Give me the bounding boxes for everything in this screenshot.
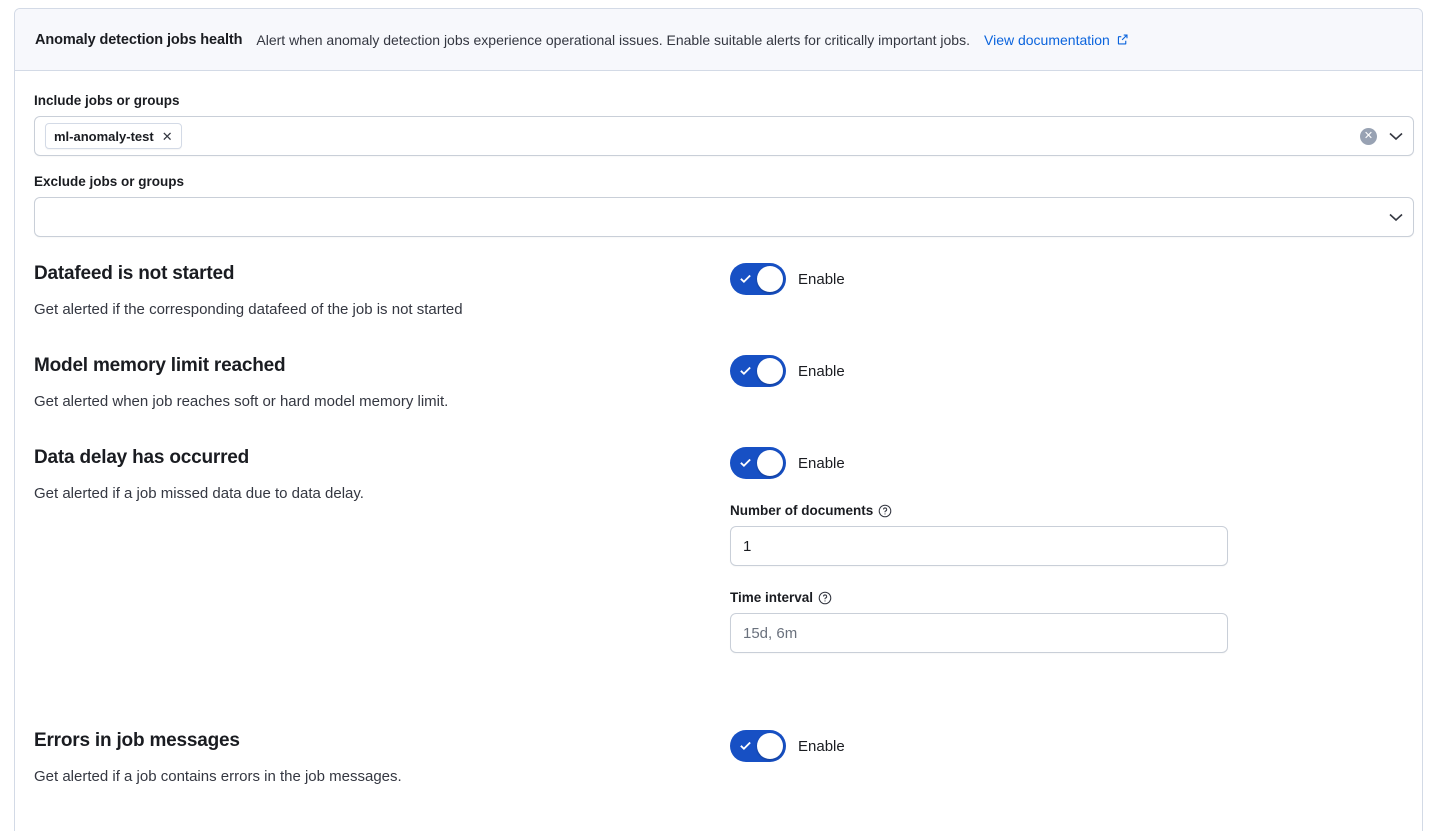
time-interval-label-text: Time interval	[730, 590, 814, 605]
enable-toggle[interactable]	[730, 447, 786, 479]
section-title: Datafeed is not started	[34, 263, 235, 284]
panel-header	[15, 9, 1422, 71]
check-icon	[739, 272, 752, 285]
toggle-knob	[757, 266, 783, 292]
toggle-knob	[757, 733, 783, 759]
number-of-documents-value: 1	[743, 537, 752, 555]
check-icon	[739, 456, 752, 469]
enable-toggle-label: Enable	[798, 737, 845, 755]
section-description: Get alerted if the corresponding datafeed of the job is not started	[34, 301, 463, 318]
exclude-jobs-label: Exclude jobs or groups	[34, 174, 185, 189]
view-documentation-link[interactable]	[984, 32, 1129, 48]
remove-job-icon[interactable]: ✕	[161, 128, 173, 144]
toggle-knob	[757, 358, 783, 384]
panel-title: Anomaly detection jobs health	[35, 31, 243, 48]
check-icon	[739, 364, 752, 377]
enable-toggle-label: Enable	[798, 362, 845, 380]
time-interval-label	[730, 590, 1228, 605]
check-icon	[739, 739, 752, 752]
section-description: Get alerted if a job missed data due to data delay.	[34, 485, 364, 502]
exclude-jobs-combobox[interactable]	[34, 197, 1414, 237]
external-link-icon	[1116, 33, 1129, 46]
chevron-down-icon[interactable]	[1389, 213, 1403, 222]
enable-toggle-row	[730, 263, 845, 295]
enable-toggle-row	[730, 355, 845, 387]
question-circle-icon[interactable]	[878, 504, 892, 518]
time-interval-value: 15d, 6m	[743, 624, 798, 642]
question-circle-icon[interactable]	[818, 591, 832, 605]
include-combo-controls	[1360, 117, 1403, 155]
enable-toggle-label: Enable	[798, 270, 845, 288]
section-controls	[730, 263, 845, 295]
selected-job-pill[interactable]	[45, 123, 182, 149]
section-description: Get alerted when job reaches soft or hard model memory limit.	[34, 393, 449, 410]
section-controls	[730, 447, 1228, 653]
enable-toggle[interactable]	[730, 263, 786, 295]
section-controls	[730, 730, 845, 762]
section-datafeed-not-started	[34, 263, 1403, 318]
view-documentation-label: View documentation	[984, 31, 1110, 48]
enable-toggle[interactable]	[730, 730, 786, 762]
exclude-combo-controls	[1389, 198, 1403, 236]
number-of-documents-input[interactable]	[730, 526, 1228, 566]
number-of-documents-label	[730, 503, 1228, 518]
anomaly-detection-health-panel	[14, 8, 1423, 831]
selected-job-label: ml-anomaly-test	[54, 128, 154, 144]
section-title: Model memory limit reached	[34, 355, 286, 376]
enable-toggle[interactable]	[730, 355, 786, 387]
include-jobs-combobox[interactable]	[34, 116, 1414, 156]
panel-description: Alert when anomaly detection jobs experience operational issues. Enable suitable alerts for critically important jobs.	[256, 31, 970, 48]
enable-toggle-row	[730, 447, 1228, 479]
section-title: Data delay has occurred	[34, 447, 250, 468]
chevron-down-icon[interactable]	[1389, 132, 1403, 141]
section-data-delay	[34, 447, 1403, 642]
enable-toggle-label: Enable	[798, 454, 845, 472]
enable-toggle-row	[730, 730, 845, 762]
toggle-knob	[757, 450, 783, 476]
section-errors-in-job-messages	[34, 730, 1403, 785]
number-of-documents-label-text: Number of documents	[730, 503, 874, 518]
section-controls	[730, 355, 845, 387]
include-jobs-label: Include jobs or groups	[34, 93, 180, 108]
clear-circle-icon[interactable]: ✕	[1360, 128, 1377, 145]
time-interval-input[interactable]	[730, 613, 1228, 653]
section-model-memory-limit	[34, 355, 1403, 410]
panel-body	[15, 71, 1422, 785]
section-description: Get alerted if a job contains errors in the job messages.	[34, 768, 402, 785]
section-title: Errors in job messages	[34, 730, 240, 751]
